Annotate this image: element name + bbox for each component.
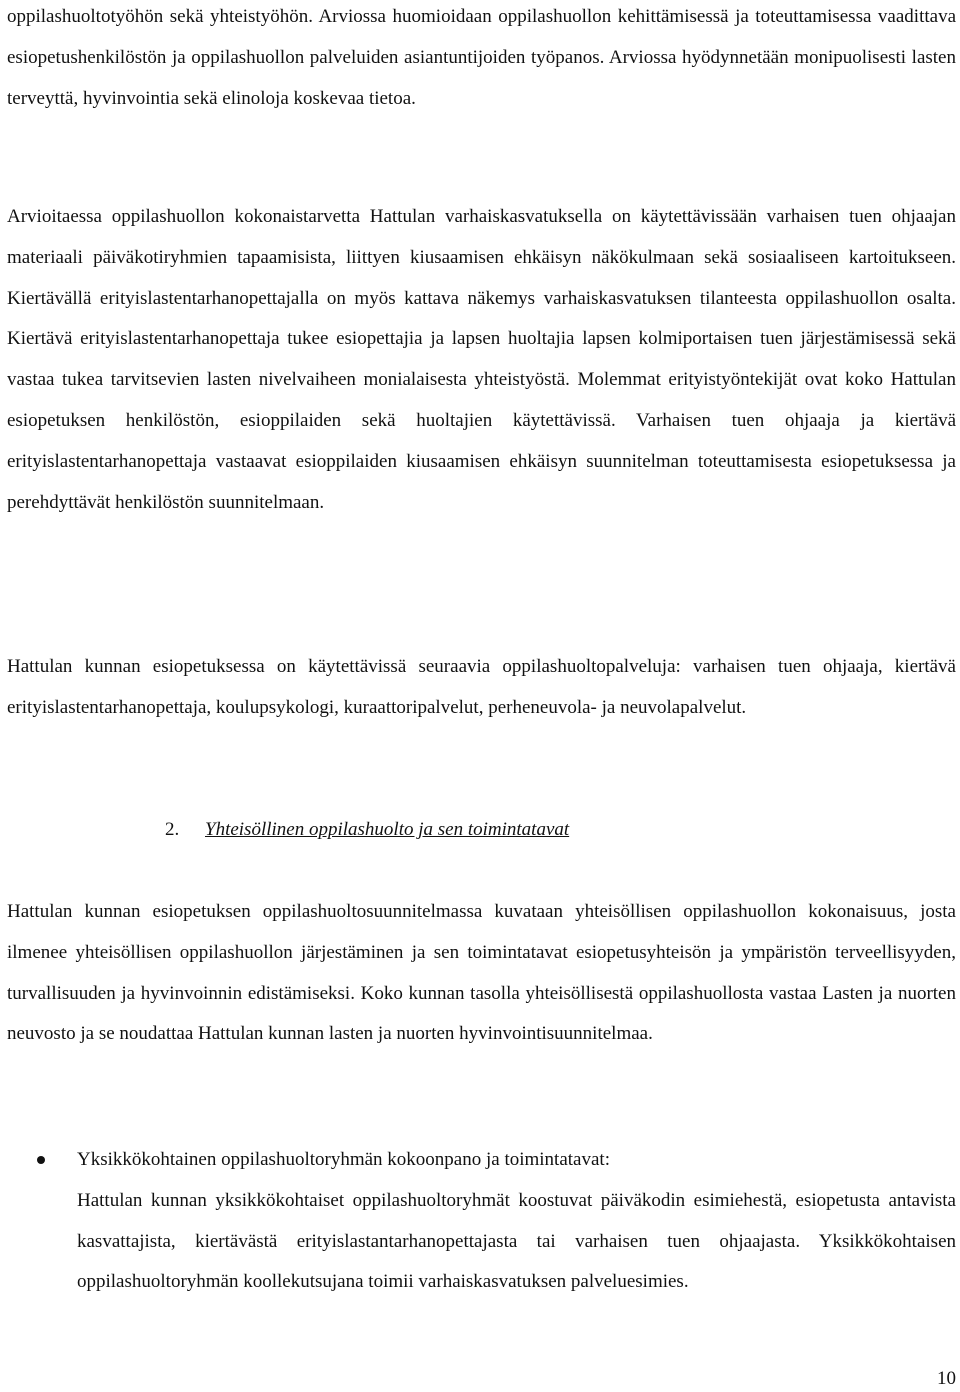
page-number: 10 <box>937 1368 956 1389</box>
bullet-list <box>7 1140 956 1303</box>
bullet-text: Hattulan kunnan yksikkökohtaiset oppilashuoltoryhmät koostuvat päiväkodin esimiehestä, esiopetusta antavista kasvattajista, kiertävästä erityislastantarhanopettajasta tai varhaisen tuen ohjaajasta. Yksikkökohtaisen oppilashuoltoryhmän koollekutsujana toimii varhaiskasvatuksen palveluesimies. <box>77 1189 956 1293</box>
section-number: 2. <box>165 819 180 840</box>
paragraph-assessment-continued: oppilashuoltotyöhön sekä yhteistyöhön. Arviossa huomioidaan oppilashuollon kehittämisessä ja toteuttamisessa vaadittava esiopetushenkilöstön ja oppilashuollon palveluiden asiantuntijoiden työpanos. Arviossa hyödynnetään monipuolisesti lasten terveyttä, hyvinvointia sekä elinoloja koskevaa tietoa. <box>7 6 956 109</box>
bullet-icon <box>37 1156 45 1164</box>
bullet-heading: Yksikkökohtainen oppilashuoltoryhmän kokoonpano ja toimintatavat: <box>77 1149 610 1170</box>
paragraph-communal-welfare: Hattulan kunnan esiopetuksen oppilashuoltosuunnitelmassa kuvataan yhteisöllisen oppilashuollon kokonaisuus, josta ilmenee yhteisöllisen oppilashuollon järjestäminen ja sen toimintatavat esiopetusyhteisön ja ympäristön terveellisyyden, turvallisuuden ja hyvinvoinnin edistämiseksi. Koko kunnan tasolla yhteisöllisestä oppilashuollosta vastaa Lasten ja nuorten neuvosto ja se noudattaa Hattulan kunnan lasten ja nuorten hyvinvointisuunnitelmaa. <box>7 901 956 1045</box>
section-title: Yhteisöllinen oppilashuolto ja sen toimintatavat <box>205 819 570 840</box>
paragraph-needs-assessment: Arvioitaessa oppilashuollon kokonaistarvetta Hattulan varhaiskasvatuksella on käytettävissään varhaisen tuen ohjaajan materiaali päiväkotiryhmien tapaamisista, liittyen kiusaamisen ehkäisyn näkökulmaan sekä sosiaaliseen kartoitukseen. Kiertävällä erityislastentarhanopettajalla on myös kattava näkemys varhaiskasvatuksen tilanteesta oppilashuollon osalta. Kiertävä erityislastentarhanopettaja tukee esiopettajia ja lapsen huoltajia lapsen kolmiportaisen tuen järjestämisessä sekä vastaa tukea tarvitsevien lasten nivelvaiheen monialaisesta yhteistyöstä. Molemmat erityistyöntekijät ovat koko Hattulan esiopetuksen henkilöstön, esioppilaiden sekä huoltajien käytettävissä. Varhaisen tuen ohjaaja ja kiertävä erityislastentarhanopettaja vastaavat esioppilaiden kiusaamisen ehkäisyn suunnitelman toteuttamisesta esiopetuksessa ja perehdyttävät henkilöstön suunnitelmaan. <box>7 206 956 513</box>
list-item <box>7 1140 956 1303</box>
paragraph-available-services: Hattulan kunnan esiopetuksessa on käytettävissä seuraavia oppilashuoltopalveluja: varhaisen tuen ohjaaja, kiertävä erityislastentarhanopettaja, koulupsykologi, kuraattoripalvelut, perheneuvola- ja neuvolapalvelut. <box>7 656 956 718</box>
section-heading <box>165 810 569 851</box>
